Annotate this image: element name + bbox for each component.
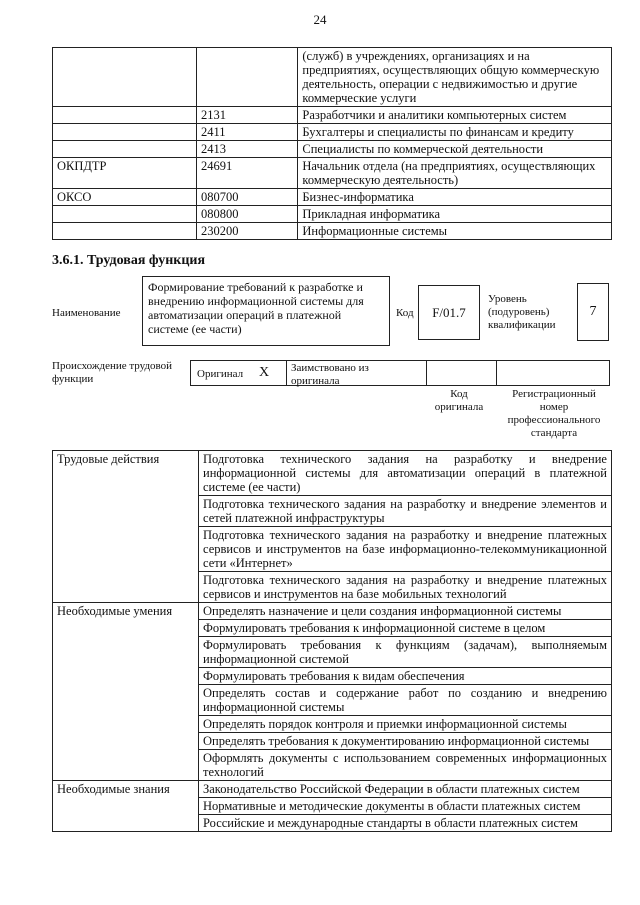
function-name-box [142, 276, 390, 346]
code-value: F/01.7 [432, 305, 466, 320]
level-box [577, 283, 609, 341]
skills-item: Определять требования к документированию информационной системы [199, 733, 612, 750]
skills-label: Необходимые умения [53, 603, 199, 781]
classification-row [53, 107, 612, 124]
classification-cell-col2: 2413 [197, 141, 298, 158]
classification-cell-col3: Начальник отдела (на предприятиях, осуществляющих коммерческую деятельность) [298, 158, 612, 189]
classification-cell-col3: Бизнес-информатика [298, 189, 612, 206]
classification-cell-col3: Разработчики и аналитики компьютерных систем [298, 107, 612, 124]
classification-row [53, 206, 612, 223]
classification-row [53, 158, 612, 189]
classification-cell-col3: Информационные системы [298, 223, 612, 240]
origin-divider-2 [426, 361, 427, 385]
classification-cell-col2 [197, 48, 298, 107]
level-label: Уровень (подуровень) квалификации [488, 293, 556, 331]
classification-cell-col3: Специалисты по коммерческой деятельности [298, 141, 612, 158]
origin-row [190, 360, 610, 386]
knowledge-item: Нормативные и методические документы в области платежных систем [199, 798, 612, 815]
classification-cell-col1 [53, 124, 197, 141]
skills-item: Оформлять документы с использованием современных информационных технологий [199, 750, 612, 781]
classification-cell-col1 [53, 107, 197, 124]
actions-item: Подготовка технического задания на разработку и внедрение платежных сервисов и инструментов на базе мобильных технологий [199, 572, 612, 603]
classification-table [52, 47, 612, 240]
classification-row [53, 124, 612, 141]
knowledge-item: Законодательство Российской Федерации в области платежных систем [199, 781, 612, 798]
classification-cell-col2: 2131 [197, 107, 298, 124]
skills-item: Формулировать требования к функциям (задачам), выполняемым информационной системой [199, 637, 612, 668]
skills-item: Определять назначение и цели создания информационной системы [199, 603, 612, 620]
reg-number-label: Регистрационный номер профессионального стандарта [507, 388, 601, 439]
classification-row [53, 223, 612, 240]
code-original-label: Код оригинала [434, 388, 484, 413]
code-box [418, 285, 480, 340]
classification-cell-col1 [53, 206, 197, 223]
classification-cell-col1 [53, 223, 197, 240]
classification-cell-col3: Прикладная информатика [298, 206, 612, 223]
name-label: Наименование [52, 307, 121, 319]
knowledge-item: Российские и международные стандарты в области платежных систем [199, 815, 612, 832]
function-details-table [52, 450, 612, 832]
actions-item: Подготовка технического задания на разработку и внедрение элементов и сетей платежной инфраструктуры [199, 496, 612, 527]
borrowed-label: Заимствовано из оригинала [291, 362, 369, 387]
classification-cell-col1 [53, 48, 197, 107]
page-number: 24 [313, 12, 327, 27]
classification-cell-col3: (служб) в учреждениях, организациях и на предприятиях, осуществляющих общую коммерческую деятельность, операции с недвижимостью и другие коммерческие услуги [298, 48, 612, 107]
origin-divider-3 [496, 361, 497, 385]
classification-cell-col1: ОКСО [53, 189, 197, 206]
function-name: Формирование требований к разработке и внедрению информационной системы для автоматизации операций в платежной системе (ее части) [148, 280, 364, 336]
classification-row [53, 189, 612, 206]
code-label: Код [396, 307, 414, 319]
classification-cell-col2: 080800 [197, 206, 298, 223]
classification-cell-col2: 24691 [197, 158, 298, 189]
skills-item: Формулировать требования к видам обеспечения [199, 668, 612, 685]
actions-row [53, 451, 612, 496]
actions-item: Подготовка технического задания на разработку и внедрение платежных сервисов и инструментов на базе информационно-телекоммуникационной сети «Интернет» [199, 527, 612, 572]
knowledge-label: Необходимые знания [53, 781, 199, 832]
original-label: Оригинал [197, 368, 244, 380]
actions-label: Трудовые действия [53, 451, 199, 603]
actions-item: Подготовка технического задания на разработку и внедрение информационной системы для автоматизации операций в платежной системе (ее части) [199, 451, 612, 496]
skills-row [53, 603, 612, 620]
classification-cell-col2: 080700 [197, 189, 298, 206]
classification-cell-col2: 2411 [197, 124, 298, 141]
skills-item: Формулировать требования к информационной системе в целом [199, 620, 612, 637]
classification-cell-col3: Бухгалтеры и специалисты по финансам и кредиту [298, 124, 612, 141]
origin-label: Происхождение трудовой функции [52, 360, 173, 385]
origin-divider-1 [286, 361, 287, 385]
classification-row [53, 48, 612, 107]
skills-item: Определять состав и содержание работ по созданию и внедрению информационной системы [199, 685, 612, 716]
knowledge-row [53, 781, 612, 798]
section-heading: 3.6.1. Трудовая функция [52, 253, 206, 268]
original-mark: X [259, 365, 270, 380]
classification-cell-col1: ОКПДТР [53, 158, 197, 189]
skills-item: Определять порядок контроля и приемки информационной системы [199, 716, 612, 733]
level-value: 7 [589, 304, 597, 319]
classification-row [53, 141, 612, 158]
classification-cell-col2: 230200 [197, 223, 298, 240]
classification-cell-col1 [53, 141, 197, 158]
